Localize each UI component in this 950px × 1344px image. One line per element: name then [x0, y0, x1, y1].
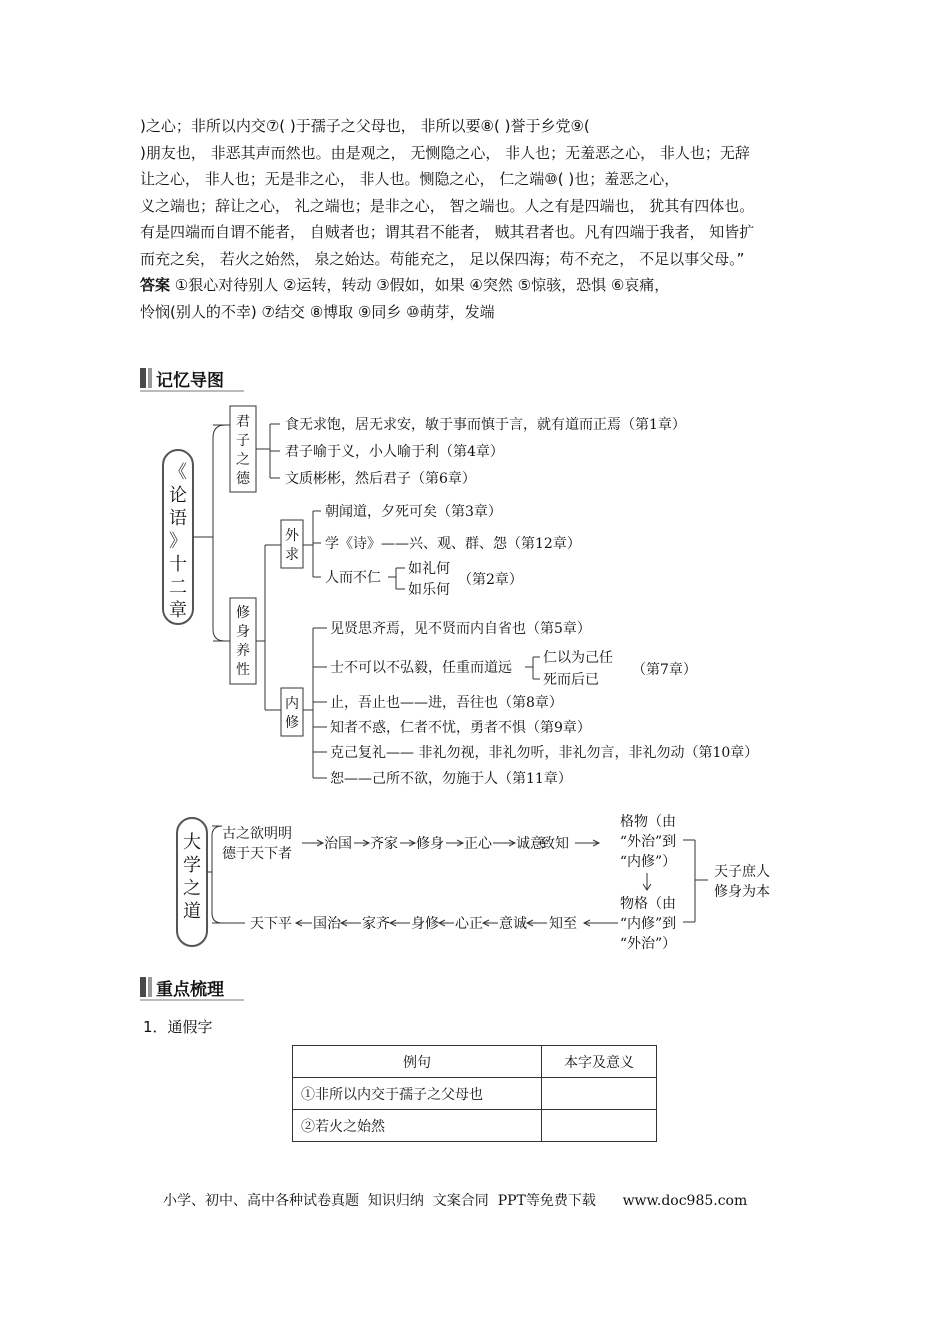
svg-text:论: 论	[169, 485, 187, 506]
shi-sub: 仁以为己任	[543, 650, 613, 666]
table-cell	[542, 1078, 657, 1110]
neixiu-item: 知者不惑，仁者不忧，勇者不惧（第9章）	[330, 720, 591, 736]
buren-sub: 如乐何	[408, 582, 450, 598]
daxue-conclusion: 天子庶人	[714, 864, 770, 880]
neixiu-item: 见贤思齐焉，见不贤而内自省也（第5章）	[330, 621, 591, 637]
svg-text:养: 养	[236, 643, 250, 659]
svg-text:内: 内	[285, 696, 299, 712]
svg-text:求: 求	[285, 547, 299, 563]
gewu-line: “内修”）	[619, 854, 677, 870]
waiqiu-item: 人而不仁	[325, 570, 381, 586]
answer-line-2: 怜悯(别人的不幸) ⑦结交 ⑧博取 ⑨同乡 ⑩萌芽，发端	[140, 302, 495, 321]
junzi-item: 文质彬彬，然后君子（第6章）	[285, 471, 476, 487]
svg-text:子: 子	[236, 433, 250, 449]
svg-text:德: 德	[236, 471, 250, 487]
shi-sub: 死而后已	[543, 672, 599, 688]
section-title: 记忆导图	[156, 370, 224, 391]
gewu-line: “外治”到	[619, 834, 677, 850]
passage-line: )朋友也， 非恶其声而然也。由是观之， 无恻隐之心， 非人也；无羞恶之心， 非人也；无辞	[140, 143, 750, 162]
bottom-chain-item: 家齐	[362, 916, 390, 932]
table-header-row	[293, 1046, 657, 1078]
table-row	[293, 1078, 657, 1110]
top-chain-item: 治国	[324, 836, 352, 852]
wuge-line: “内修”到	[619, 916, 677, 932]
svg-text:》: 》	[169, 531, 187, 552]
svg-text:君: 君	[236, 414, 250, 430]
waiqiu-item: 学《诗》——兴、观、群、怨（第12章）	[325, 536, 581, 552]
svg-text:身: 身	[236, 624, 250, 640]
top-chain-item: 修身	[416, 836, 444, 852]
neixiu-item: 士不可以不弘毅，任重而道远	[330, 660, 512, 676]
svg-text:修: 修	[285, 715, 299, 731]
top-chain-item: 正心	[464, 836, 492, 852]
svg-text:语: 语	[169, 508, 187, 529]
bottom-chain-item: 知至	[549, 916, 577, 932]
passage-line: )之心；非所以内交⑦( )于孺子之父母也， 非所以要⑧( )誉于乡党⑨(	[140, 117, 590, 135]
bottom-chain-item: 国治	[313, 916, 341, 932]
passage-line: 让之心， 非人也；无是非之心， 非人也。恻隐之心， 仁之端⑩( )也；羞恶之心，	[140, 170, 680, 188]
svg-text:道: 道	[183, 901, 201, 922]
wuge-line: 物格（由	[620, 896, 676, 912]
section-marker-icon	[140, 977, 146, 997]
bottom-chain-item: 身修	[411, 916, 439, 932]
junzi-item: 食无求饱，居无求安，敏于事而慎于言，就有道而正焉（第1章）	[285, 417, 686, 433]
svg-text:性: 性	[236, 662, 250, 678]
bottom-chain-item: 天下平	[250, 916, 292, 932]
svg-text:二: 二	[169, 577, 187, 598]
table-header: 本字及意义	[542, 1046, 657, 1078]
waiqiu-item: 朝闻道，夕死可矣（第3章）	[325, 504, 502, 520]
section-marker-icon	[148, 977, 152, 997]
svg-text:十: 十	[169, 554, 187, 575]
daxue-conclusion: 修身为本	[714, 884, 770, 900]
gewu-line: 格物（由	[620, 814, 676, 830]
svg-text:大: 大	[183, 832, 201, 853]
passage-line: 而充之矣， 若火之始然， 泉之始达。苟能充之， 足以保四海；苟不充之， 不足以事父母。”	[140, 249, 745, 268]
answer-text: ①狠心对待别人 ②运转，转动 ③假如，如果 ④突然 ⑤惊骇，恐惧 ⑥哀痛，	[170, 276, 670, 294]
heading-tongjiazi: 1．通假字	[143, 1018, 213, 1036]
junzi-item: 君子喻于义，小人喻于利（第4章）	[285, 444, 504, 460]
shi-ref: （第7章）	[632, 662, 697, 678]
svg-text:学: 学	[183, 855, 201, 876]
root-label: 《	[169, 462, 187, 483]
svg-text:外: 外	[285, 528, 299, 544]
bottom-chain-item: 心正	[455, 916, 483, 932]
answer-label: 答案	[140, 276, 171, 294]
footer: 小学、初中、高中各种试卷真题 知识归纳 文案合同 PPT等免费下载 www.doc985.com	[163, 1193, 748, 1209]
svg-text:修: 修	[236, 605, 250, 621]
table-cell	[542, 1110, 657, 1142]
neixiu-item: 克己复礼—— 非礼勿视，非礼勿听，非礼勿言，非礼勿动（第10章）	[330, 745, 759, 761]
top-chain-item: 致知	[541, 836, 569, 852]
buren-sub: 如礼何	[408, 561, 450, 577]
passage-line: 义之端也；辞让之心， 礼之端也；是非之心， 智之端也。人之有是四端也， 犹其有四体也。	[140, 196, 755, 215]
bottom-chain-item: 意诚	[499, 916, 527, 932]
svg-text:之: 之	[183, 878, 201, 899]
section-header-key-points	[140, 975, 224, 999]
table-cell: ②若火之始然	[293, 1110, 542, 1142]
table-header: 例句	[293, 1046, 542, 1078]
top-chain-item: 诚意	[516, 836, 544, 852]
svg-text:章: 章	[169, 600, 187, 621]
neixiu-item: 止，吾止也——进，吾往也（第8章）	[330, 695, 563, 711]
passage-line: 有是四端而自谓不能者， 自贼者也；谓其君不能者， 贼其君者也。凡有四端于我者， 知皆扩	[140, 223, 755, 241]
wuge-line: “外治”）	[619, 936, 677, 952]
svg-text:之: 之	[236, 452, 250, 468]
top-chain-item: 齐家	[370, 836, 398, 852]
table-cell: ①非所以内交于孺子之父母也	[293, 1078, 542, 1110]
section-title: 重点梳理	[156, 979, 224, 1000]
tongjiazi-table	[292, 1045, 657, 1142]
daxue-start: 古之欲明明	[222, 826, 292, 842]
daxue-start: 德于天下者	[222, 846, 292, 862]
table-row	[293, 1110, 657, 1142]
buren-ref: （第2章）	[458, 572, 523, 588]
neixiu-item: 恕——己所不欲，勿施于人（第11章）	[330, 771, 572, 787]
